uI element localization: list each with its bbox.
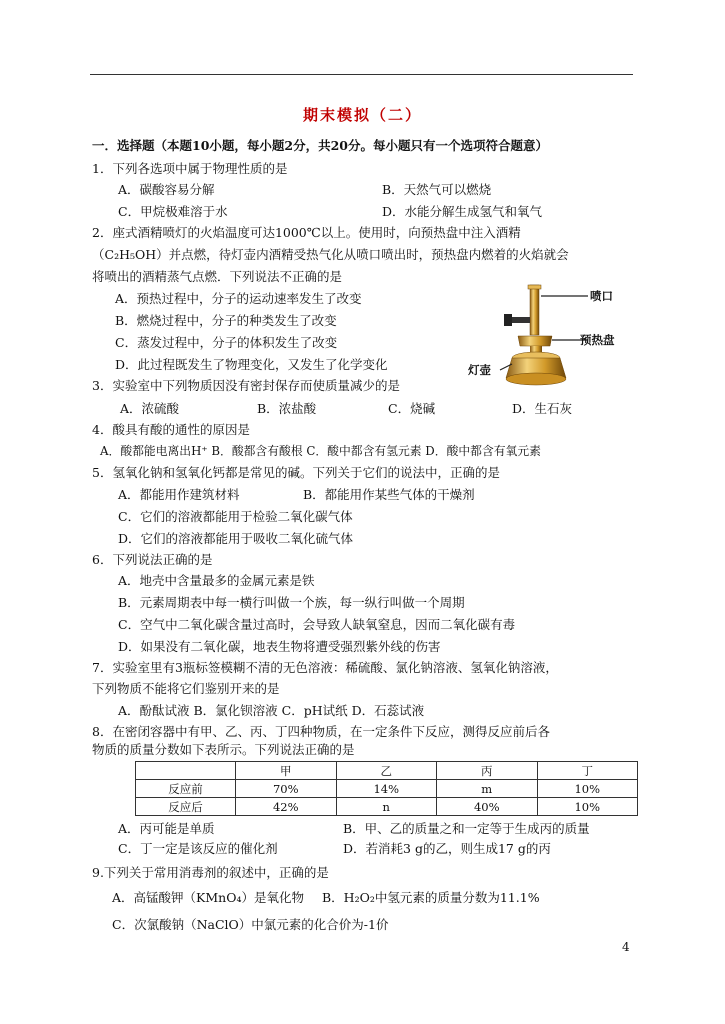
q8-option-a: A．丙可能是单质 xyxy=(118,821,215,836)
q9-stem: 9.下列关于常用消毒剂的叙述中，正确的是 xyxy=(92,865,329,880)
q2-stem-3: 将喷出的酒精蒸气点燃．下列说法不正确的是 xyxy=(92,269,343,284)
q3-stem: 3．实验室中下列物质因没有密封保存而使质量减少的是 xyxy=(92,378,400,393)
table-header-cell: 甲 xyxy=(236,762,337,780)
table-header-row xyxy=(136,762,638,780)
header-rule xyxy=(90,74,633,75)
q1-option-c: C．甲烷极难溶于水 xyxy=(118,204,228,219)
table-row xyxy=(136,798,638,816)
table-header-cell: 丁 xyxy=(537,762,638,780)
table-cell: 42% xyxy=(236,798,337,816)
q3-option-a: A．浓硫酸 xyxy=(120,401,180,416)
q8-option-c: C．丁一定是该反应的催化剂 xyxy=(118,841,278,856)
q4-stem: 4．酸具有酸的通性的原因是 xyxy=(92,422,250,437)
q2-option-a: A．预热过程中，分子的运动速率发生了改变 xyxy=(115,291,362,306)
q9-option-a: A．高锰酸钾（KMnO₄）是氧化物 xyxy=(112,890,304,905)
table-cell: 反应前 xyxy=(136,780,236,798)
q7-stem-1: 7．实验室里有3瓶标签模糊不清的无色溶液：稀硫酸、氯化钠溶液、氢氧化钠溶液， xyxy=(92,660,558,675)
q1-option-a: A．碳酸容易分解 xyxy=(118,182,215,197)
q5-stem: 5．氢氧化钠和氢氧化钙都是常见的碱。下列关于它们的说法中，正确的是 xyxy=(92,465,500,480)
table-header-cell xyxy=(136,762,236,780)
q1-stem: 1．下列各选项中属于物理性质的是 xyxy=(92,161,288,176)
q8-stem-2: 物质的质量分数如下表所示。下列说法正确的是 xyxy=(92,742,355,757)
table-cell: 70% xyxy=(236,780,337,798)
q8-stem-1: 8．在密闭容器中有甲、乙、丙、丁四种物质，在一定条件下反应，测得反应前后各 xyxy=(92,724,550,739)
q5-option-c: C．它们的溶液都能用于检验二氧化碳气体 xyxy=(118,509,353,524)
table-header-cell: 乙 xyxy=(336,762,437,780)
q6-stem: 6．下列说法正确的是 xyxy=(92,552,213,567)
q4-options: A．酸都能电离出H⁺ B．酸都含有酸根 C．酸中都含有氢元素 D．酸中都含有氧元素 xyxy=(100,444,541,458)
q5-option-b: B．都能用作某些气体的干燥剂 xyxy=(303,487,475,502)
q7-stem-2: 下列物质不能将它们鉴别开来的是 xyxy=(92,681,280,696)
q2-option-b: B．燃烧过程中，分子的种类发生了改变 xyxy=(115,313,337,328)
q3-option-b: B．浓盐酸 xyxy=(257,401,317,416)
label-nozzle: 喷口 xyxy=(590,289,613,303)
q6-option-d: D．如果没有二氧化碳，地表生物将遭受强烈紫外线的伤害 xyxy=(118,639,441,654)
page-title: 期末模拟（二） xyxy=(302,106,422,124)
table-header-cell: 丙 xyxy=(437,762,538,780)
mass-fraction-table xyxy=(135,761,638,816)
q3-option-d: D．生石灰 xyxy=(512,401,573,416)
q1-option-b: B．天然气可以燃烧 xyxy=(382,182,492,197)
q3-option-c: C．烧碱 xyxy=(388,401,436,416)
q5-option-d: D．它们的溶液都能用于吸收二氧化硫气体 xyxy=(118,531,354,546)
q9-option-b: B．H₂O₂中氢元素的质量分数为11.1% xyxy=(322,890,540,905)
q6-option-b: B．元素周期表中每一横行叫做一个族，每一纵行叫做一个周期 xyxy=(118,595,465,610)
table-cell: 10% xyxy=(537,798,638,816)
q2-option-c: C．蒸发过程中，分子的体积发生了改变 xyxy=(115,335,338,350)
table-cell: 10% xyxy=(537,780,638,798)
q9-option-c: C．次氯酸钠（NaClO）中氯元素的化合价为-1价 xyxy=(112,917,389,932)
label-preheat-tray: 预热盘 xyxy=(580,333,615,347)
q8-option-b: B．甲、乙的质量之和一定等于生成丙的质量 xyxy=(343,821,590,836)
section-header: 一．选择题（本题10小题，每小题2分，共20分。每小题只有一个选项符合题意） xyxy=(92,138,548,153)
label-lamp-pot: 灯壶 xyxy=(468,363,491,377)
table-cell: 反应后 xyxy=(136,798,236,816)
table-cell: 40% xyxy=(437,798,538,816)
alcohol-lamp-figure xyxy=(470,282,640,392)
q6-option-a: A．地壳中含量最多的金属元素是铁 xyxy=(118,573,315,588)
table-row xyxy=(136,780,638,798)
table-cell: m xyxy=(437,780,538,798)
q7-options: A．酚酞试液 B．氯化钡溶液 C．pH试纸 D．石蕊试液 xyxy=(118,703,425,718)
q2-stem-2: （C₂H₅OH）并点燃，待灯壶内酒精受热气化从喷口喷出时，预热盘内燃着的火焰就会 xyxy=(92,247,569,262)
q5-option-a: A．都能用作建筑材料 xyxy=(118,487,240,502)
table-cell: n xyxy=(336,798,437,816)
page-number: 4 xyxy=(622,940,630,954)
q6-option-c: C．空气中二氧化碳含量过高时，会导致人缺氧窒息，因而二氧化碳有毒 xyxy=(118,617,516,632)
table-cell: 14% xyxy=(336,780,437,798)
q8-option-d: D．若消耗3 g的乙，则生成17 g的丙 xyxy=(343,841,551,856)
q2-stem-1: 2．座式酒精喷灯的火焰温度可达1000℃以上。使用时，向预热盘中注入酒精 xyxy=(92,225,521,240)
q1-option-d: D．水能分解生成氢气和氧气 xyxy=(382,204,543,219)
q2-option-d: D．此过程既发生了物理变化，又发生了化学变化 xyxy=(115,357,388,372)
